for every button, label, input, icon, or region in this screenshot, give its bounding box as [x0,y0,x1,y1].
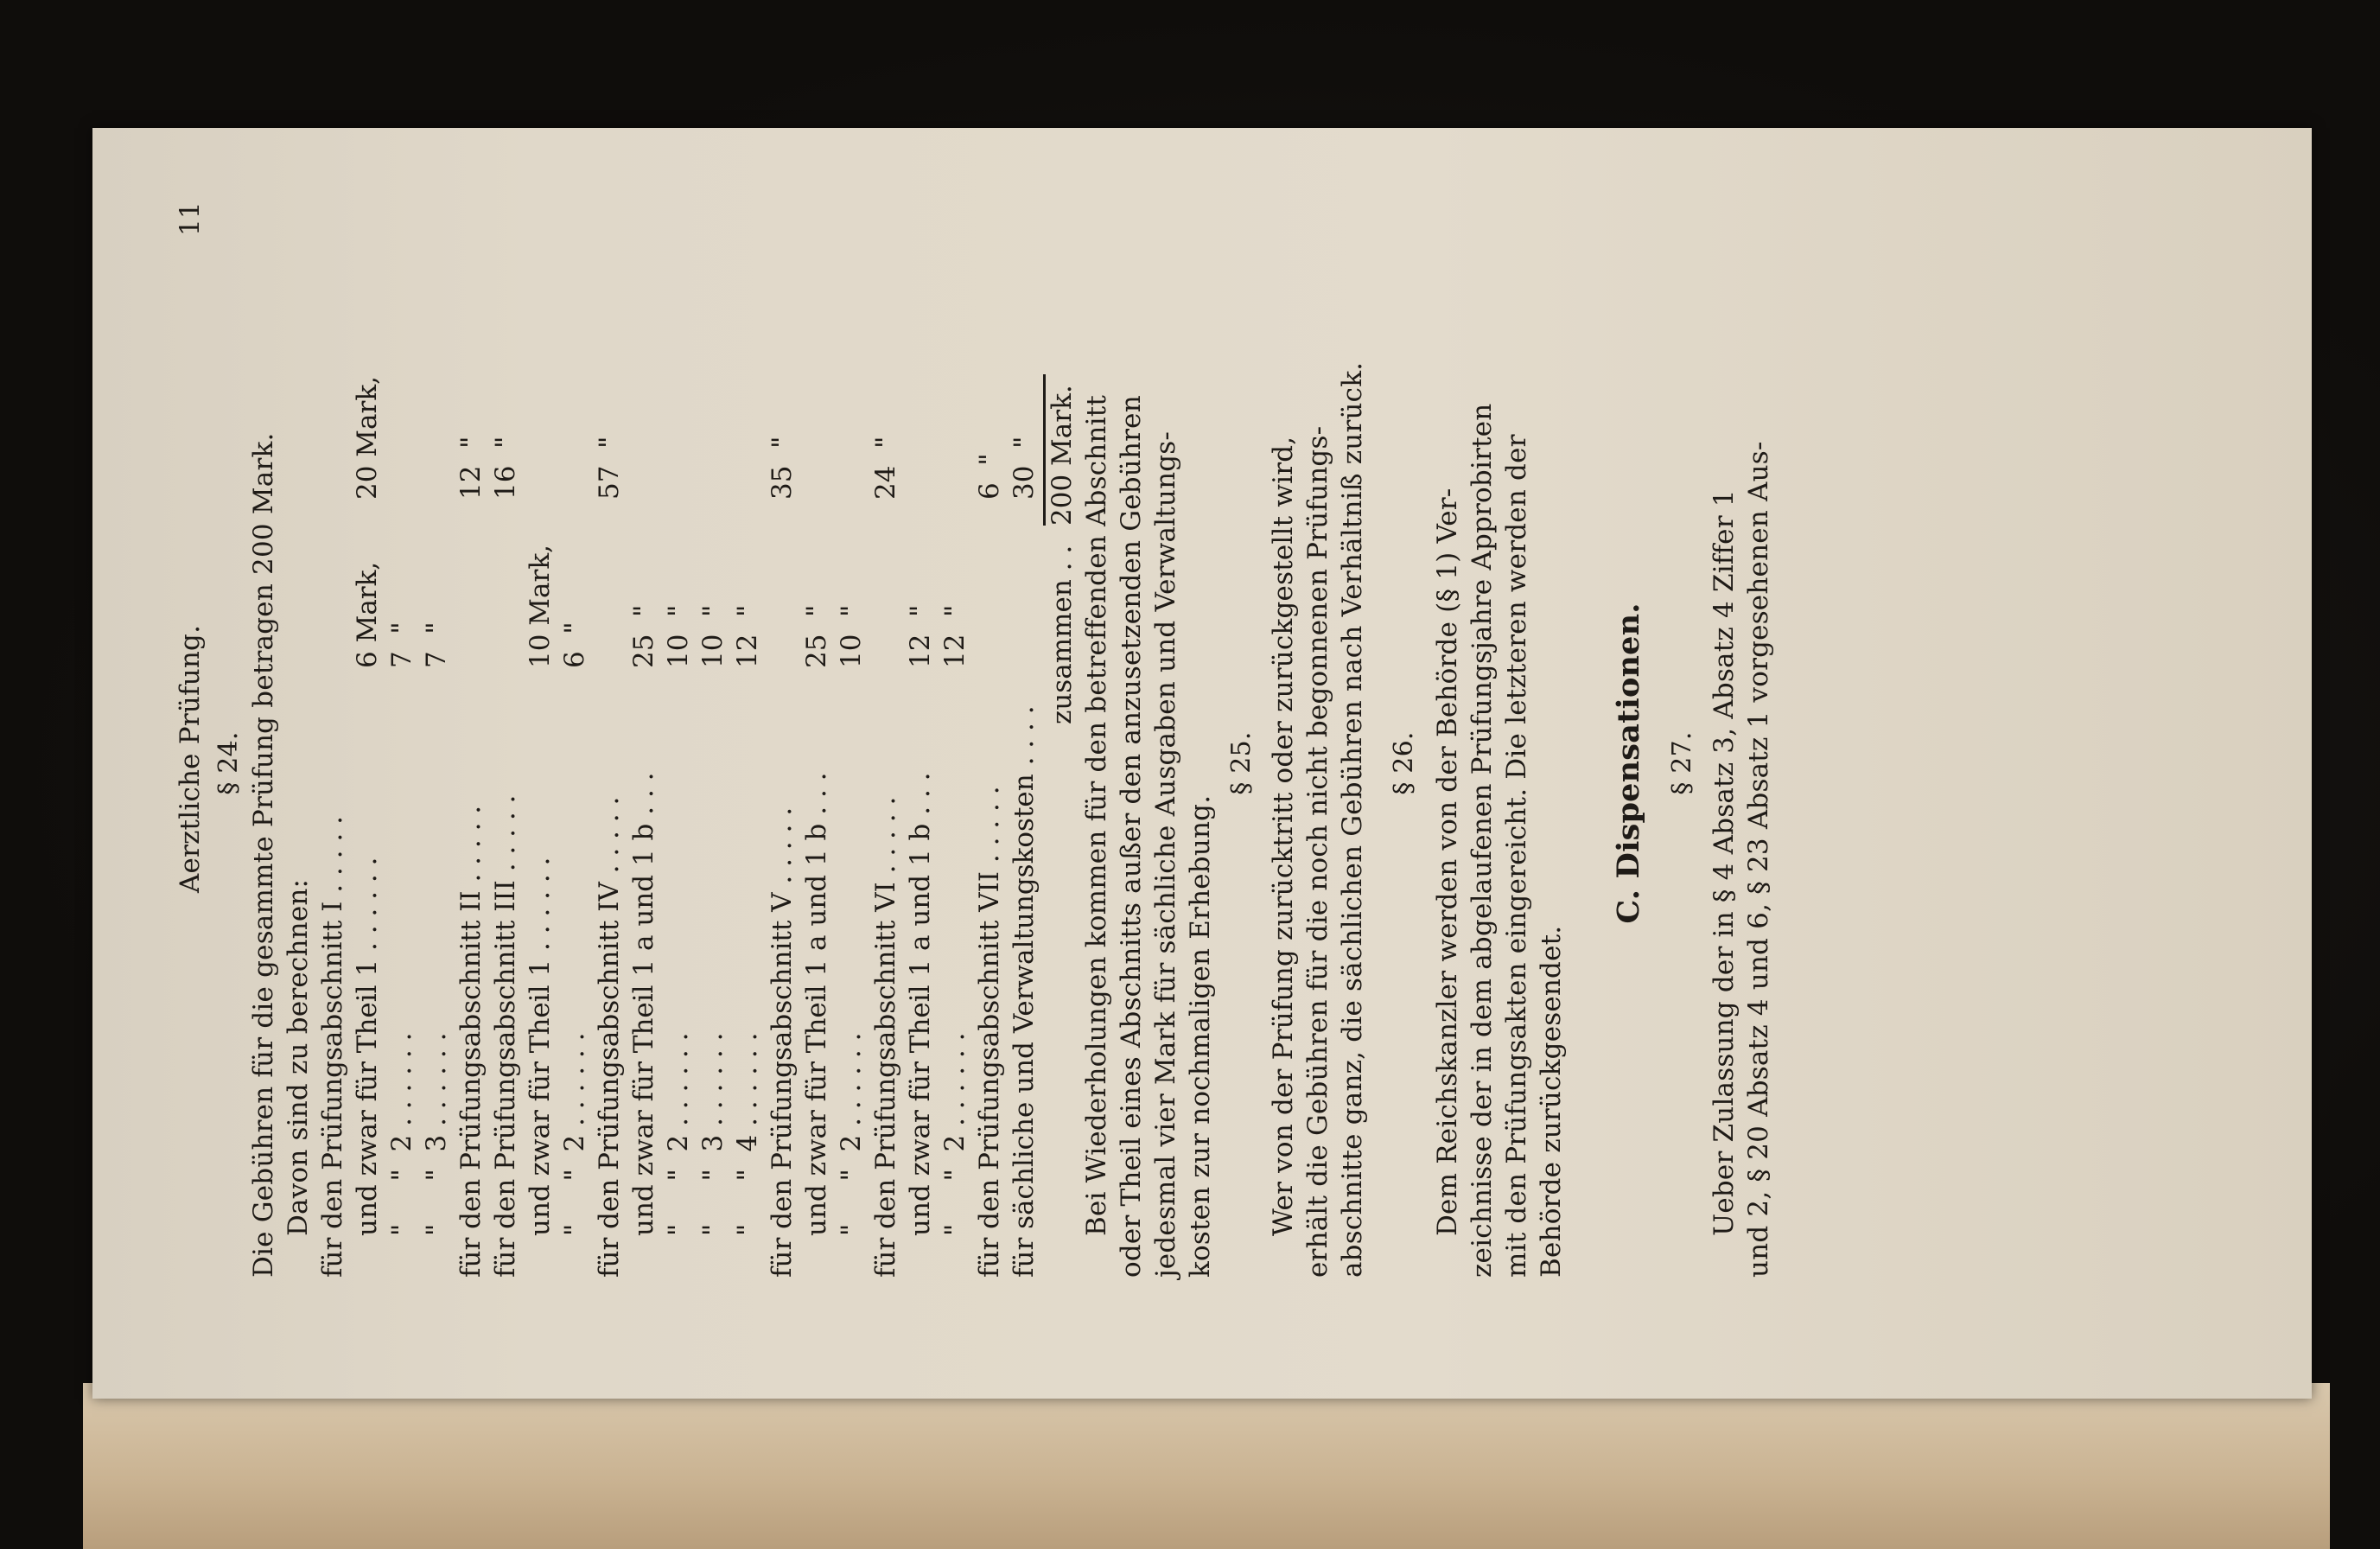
fee-row-mid: 12 " [905,604,936,668]
fee-row-label: " " 3 . . . . . . [421,1032,452,1236]
fee-row-right: 35 " [767,436,798,500]
fee-row-label: für den Prüfungsabschnitt II . . . . . [455,805,487,1278]
fee-row-right: 12 " [455,436,487,500]
section-26-heading: § 26. [1389,731,1419,795]
fee-row-right: 24 " [870,436,901,500]
s27-para-line: und 2, § 20 Absatz 4 und 6, § 23 Absatz 1 vorgesehenen Aus- [1743,441,1774,1278]
fee-row-mid: 10 " [697,604,729,668]
s24-intro-1: Die Gebühren für die gesammte Prüfung betragen 200 Mark. [248,432,279,1278]
s24-para-line: oder Theil eines Abschnitts außer den anzusetzenden Gebühren [1116,395,1147,1278]
fee-row-label: und zwar für Theil 1 a und 1 b . . . [628,772,659,1236]
s26-para-line: Dem Reichskanzler werden von der Behörde (§ 1) Ver- [1432,488,1463,1236]
fee-row-right: 16 " [490,436,521,500]
s26-para-line: Behörde zurückgesendet. [1536,925,1567,1278]
running-head: Aerztliche Prüfung. [175,624,206,894]
fee-row-mid: 7 " [386,622,417,668]
fee-row-label: " " 2 . . . . . . [939,1032,970,1236]
total-value: 200 Mark. [1047,385,1078,526]
fee-row-label: und zwar für Theil 1 . . . . . . [352,857,383,1236]
fee-row-label: " " 2 . . . . . . [663,1032,694,1236]
fee-row-mid: 10 " [836,604,867,668]
fee-row-label: " " 3 . . . . . . [697,1032,729,1236]
s25-para-line: erhält die Gebühren für die noch nicht begonnenen Prüfungs- [1302,425,1333,1278]
fee-row-label: " " 2 . . . . . . [386,1032,417,1236]
fee-row-label: " " 4 . . . . . . [732,1032,763,1236]
page-number: 11 [175,201,206,236]
fee-row-label: für den Prüfungsabschnitt I . . . . . [317,816,348,1278]
fee-row-mid: 12 " [732,604,763,668]
fee-row-label: und zwar für Theil 1 . . . . . . [525,857,556,1236]
s24-para-line: kosten zur nochmaligen Erhebung. [1185,794,1216,1278]
section-27-heading: § 27. [1667,731,1697,795]
fee-row-label: für den Prüfungsabschnitt III . . . . . [490,794,521,1278]
s24-para-line: jedesmal vier Mark für sächliche Ausgaben und Verwaltungs- [1150,430,1181,1278]
s27-para-line: Ueber Zulassung der in § 4 Absatz 3, Absatz 4 Ziffer 1 [1709,489,1740,1236]
fee-row-right: 20 Mark, [352,376,383,500]
s26-para-line: zeichnisse der in dem abgelaufenen Prüfungsjahre Approbirten [1467,403,1498,1278]
fee-row-mid: 7 " [421,622,452,668]
s26-para-line: mit den Prüfungsakten eingereicht. Die letzteren werden der [1501,434,1532,1278]
fee-row-label: " " 2 . . . . . . [559,1032,590,1236]
section-24-heading: § 24. [213,731,244,795]
book-page [92,128,2312,1399]
fee-row-right: 6 " [974,453,1005,500]
page-edges [83,1383,2330,1549]
fee-row-label: und zwar für Theil 1 a und 1 b . . . [801,772,832,1236]
fee-row-mid: 6 " [559,622,590,668]
section-25-heading: § 25. [1226,731,1257,795]
fee-row-mid: 10 Mark, [525,545,556,668]
s24-para-line: Bei Wiederholungen kommen für den betreffenden Abschnitt [1081,394,1112,1236]
fee-row-right: 30 " [1009,436,1040,500]
s25-para-line: abschnitte ganz, die sächlichen Gebühren nach Verhältniß zurück. [1337,361,1368,1278]
fee-row-label: für den Prüfungsabschnitt VI . . . . . [870,796,901,1278]
fee-row-mid: 10 " [663,604,694,668]
rotated-text-block [92,128,2312,1399]
fee-row-label: für den Prüfungsabschnitt VII . . . . . [974,786,1005,1278]
fee-row-mid: 12 " [939,604,970,668]
section-c-heading: C. Dispensationen. [1611,602,1646,924]
fee-row-label: und zwar für Theil 1 a und 1 b . . . [905,772,936,1236]
fee-row-label: für den Prüfungsabschnitt IV . . . . . [594,796,625,1278]
total-label: zusammen . . [1047,545,1078,724]
fee-row-label: für den Prüfungsabschnitt V . . . . . [767,806,798,1278]
fee-row-right: 57 " [594,436,625,500]
fee-row-label: für sächliche und Verwaltungskosten . . . . [1009,705,1040,1278]
fee-row-mid: 25 " [801,604,832,668]
fee-row-label: " " 2 . . . . . . [836,1032,867,1236]
s25-para-line: Wer von der Prüfung zurücktritt oder zurückgestellt wird, [1268,436,1299,1236]
fee-row-mid: 6 Mark, [352,561,383,668]
s24-intro-2: Davon sind zu berechnen: [283,878,314,1236]
fee-row-mid: 25 " [628,604,659,668]
